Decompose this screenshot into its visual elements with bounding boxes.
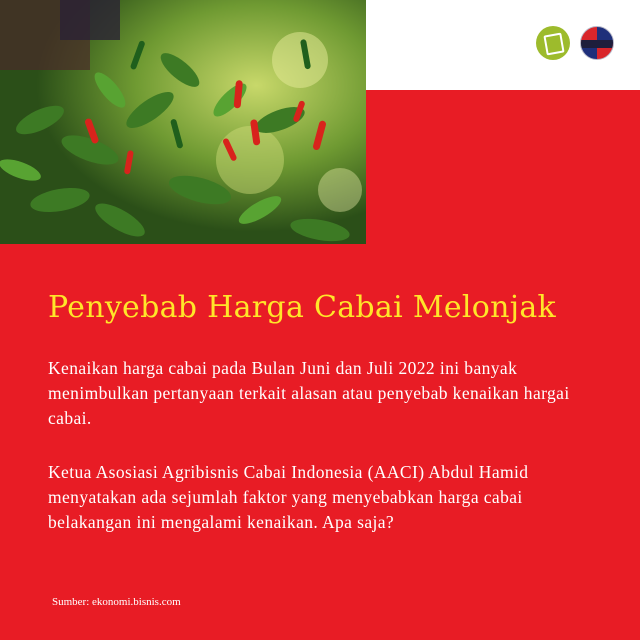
chili-plants-photo xyxy=(0,0,366,244)
circular-badge-logo-icon xyxy=(580,26,614,60)
post-title: Penyebab Harga Cabai Melonjak xyxy=(48,290,557,325)
logo-group xyxy=(536,26,614,60)
paragraph-details: Ketua Asosiasi Agribisnis Cabai Indonesia (AACI) Abdul Hamid menyatakan ada sejumlah faktor yang menyebabkan harga cabai belakangan ini mengalami kenaikan. Apa saja? xyxy=(48,462,529,532)
paragraph-intro: Kenaikan harga cabai pada Bulan Juni dan Juli 2022 ini banyak menimbulkan pertanyaan terkait alasan atau penyebab kenaikan hargai cabai. xyxy=(48,358,570,428)
source-credit: Sumber: ekonomi.bisnis.com xyxy=(52,596,181,608)
green-publisher-logo-icon xyxy=(536,26,570,60)
